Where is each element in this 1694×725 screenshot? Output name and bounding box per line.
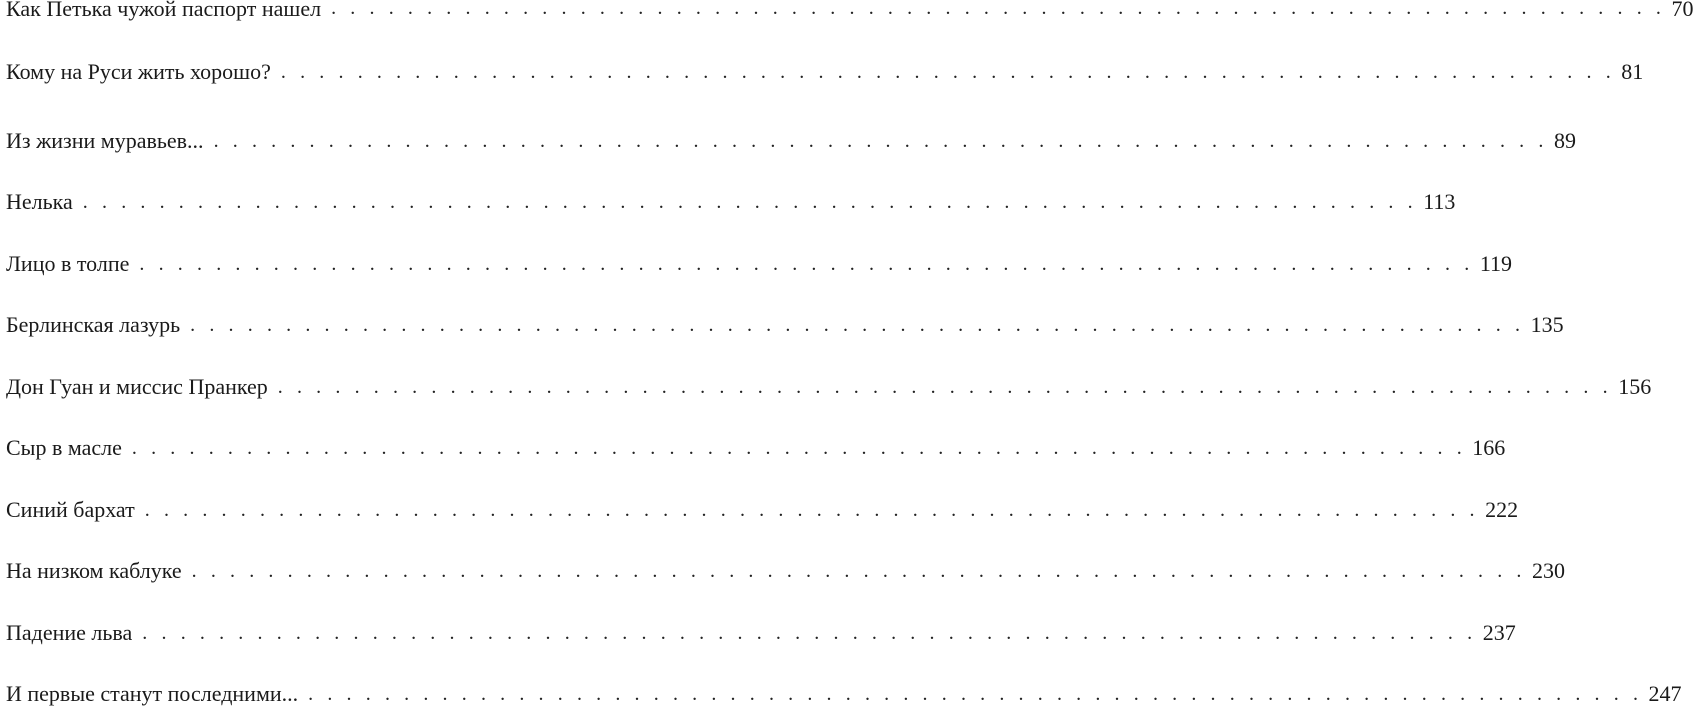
toc-entry-leader: . . . . . . . . . . . . . . . . . . . . . . . . . . . . . . . . . . . . . . . . . . . . . . . . . . . . . . . . . . . . . . . . . . . . . . <box>331 0 1665 18</box>
toc-entry <box>6 418 599 480</box>
toc-entry <box>6 295 599 357</box>
toc-entry-page: 113 <box>1417 191 1455 213</box>
toc-entry-page: 119 <box>1474 253 1512 275</box>
toc-entry-title: Из жизни муравьев... <box>6 130 214 152</box>
toc-entry-title: Синий бархат <box>6 499 145 521</box>
toc-entry-page: 70 <box>1666 0 1694 20</box>
toc-entry-page: 247 <box>1643 683 1682 705</box>
toc-entry-page: 222 <box>1479 499 1518 521</box>
toc-entry <box>6 110 599 172</box>
toc-entry-leader: . . . . . . . . . . . . . . . . . . . . . . . . . . . . . . . . . . . . . . . . . . . . . . . . . . . . . . . . . . . . . . . . . . . . . . <box>281 62 1615 82</box>
toc-entry <box>6 233 599 295</box>
toc-entry-page: 89 <box>1548 130 1576 152</box>
toc-entry-page: 166 <box>1466 437 1505 459</box>
toc-entry <box>6 664 599 725</box>
toc-entry <box>6 356 599 418</box>
toc-entry-title: Падение льва <box>6 622 142 644</box>
toc-entry-page: 135 <box>1525 314 1564 336</box>
toc-entry-leader: . . . . . . . . . . . . . . . . . . . . . . . . . . . . . . . . . . . . . . . . . . . . . . . . . . . . . . . . . . . . . . . . . . . . . . <box>214 131 1548 151</box>
toc-entry-leader: . . . . . . . . . . . . . . . . . . . . . . . . . . . . . . . . . . . . . . . . . . . . . . . . . . . . . . . . . . . . . . . . . . . . . . <box>192 561 1526 581</box>
toc-entry-title: Дон Гуан и миссис Пранкер <box>6 376 278 398</box>
toc-entry-page: 237 <box>1477 622 1516 644</box>
toc-entry-leader: . . . . . . . . . . . . . . . . . . . . . . . . . . . . . . . . . . . . . . . . . . . . . . . . . . . . . . . . . . . . . . . . . . . . . . <box>139 254 1473 274</box>
toc-entry-leader: . . . . . . . . . . . . . . . . . . . . . . . . . . . . . . . . . . . . . . . . . . . . . . . . . . . . . . . . . . . . . . . . . . . . . . <box>190 315 1524 335</box>
toc-entry <box>6 172 599 234</box>
toc-entry-leader: . . . . . . . . . . . . . . . . . . . . . . . . . . . . . . . . . . . . . . . . . . . . . . . . . . . . . . . . . . . . . . . . . . . . . . <box>83 192 1417 212</box>
toc-entry-title: Кому на Руси жить хорошо? <box>6 61 281 83</box>
toc-entry-title: Берлинская лазурь <box>6 314 190 336</box>
toc-entry-title: Нелька <box>6 191 83 213</box>
toc-entry-title: На низком каблуке <box>6 560 192 582</box>
toc-entry-title: И первые станут последними... <box>6 683 308 705</box>
toc-entry-leader: . . . . . . . . . . . . . . . . . . . . . . . . . . . . . . . . . . . . . . . . . . . . . . . . . . . . . . . . . . . . . . . . . . . . . . <box>308 684 1642 704</box>
toc-entry <box>6 479 599 541</box>
toc-entry <box>6 0 599 34</box>
toc-entry-page: 81 <box>1615 61 1643 83</box>
toc-entry-title: Сыр в масле <box>6 437 132 459</box>
toc-entry-title: Лицо в толпе <box>6 253 139 275</box>
toc-entry <box>6 602 599 664</box>
toc-entry <box>6 34 599 110</box>
toc-entry-leader: . . . . . . . . . . . . . . . . . . . . . . . . . . . . . . . . . . . . . . . . . . . . . . . . . . . . . . . . . . . . . . . . . . . . . . <box>132 438 1466 458</box>
toc-entry-title: Как Петька чужой паспорт нашел <box>6 0 331 20</box>
toc-entry-page: 156 <box>1612 376 1651 398</box>
table-of-contents <box>6 0 599 725</box>
toc-entry-leader: . . . . . . . . . . . . . . . . . . . . . . . . . . . . . . . . . . . . . . . . . . . . . . . . . . . . . . . . . . . . . . . . . . . . . . <box>278 377 1612 397</box>
toc-entry <box>6 541 599 603</box>
toc-entry-leader: . . . . . . . . . . . . . . . . . . . . . . . . . . . . . . . . . . . . . . . . . . . . . . . . . . . . . . . . . . . . . . . . . . . . . . <box>145 500 1479 520</box>
toc-entry-leader: . . . . . . . . . . . . . . . . . . . . . . . . . . . . . . . . . . . . . . . . . . . . . . . . . . . . . . . . . . . . . . . . . . . . . . <box>142 623 1476 643</box>
toc-entry-page: 230 <box>1526 560 1565 582</box>
